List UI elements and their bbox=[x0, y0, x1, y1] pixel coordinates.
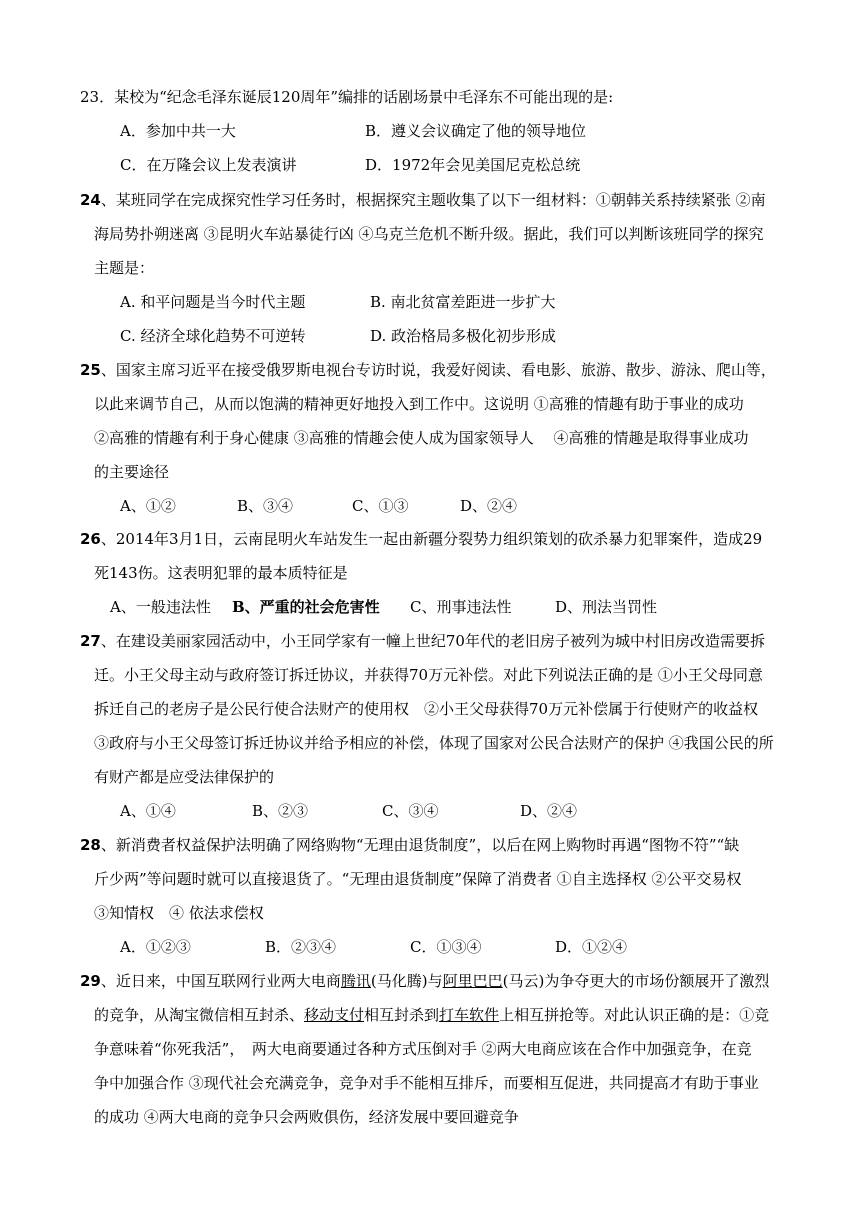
question-text: (马云)为争夺更大的市场份额展开了激烈 bbox=[502, 972, 770, 990]
option-c: C、刑事违法性 bbox=[410, 598, 512, 616]
question-27 bbox=[80, 624, 780, 828]
question-28 bbox=[80, 828, 780, 964]
question-text: 某校为“纪念毛泽东诞辰120周年”编排的话剧场景中毛泽东不可能出现的是: bbox=[114, 88, 614, 106]
option-c: C. 经济全球化趋势不可逆转 bbox=[120, 327, 306, 345]
question-28-stem-line-3: ③知情权 ④ 依法求偿权 bbox=[94, 904, 264, 922]
question-text: 、在建设美丽家园活动中，小王同学家有一幢上世纪70年代的老旧房子被列为城中村旧房改造需要拆 bbox=[100, 632, 765, 650]
question-25-options bbox=[80, 489, 780, 523]
question-text: 、国家主席习近平在接受俄罗斯电视台专访时说，我爱好阅读、看电影、旅游、散步、游泳、爬山等， bbox=[100, 361, 776, 379]
option-d: D、②④ bbox=[460, 497, 518, 515]
question-26-stem-line-2: 死143伤。这表明犯罪的最本质特征是 bbox=[94, 564, 348, 582]
question-26-stem-line-1 bbox=[80, 522, 780, 556]
question-24-stem-line-3: 主题是： bbox=[94, 259, 155, 277]
question-24-options-2 bbox=[80, 319, 780, 353]
option-a: A、①④ bbox=[120, 802, 176, 820]
option-b: B．②③④ bbox=[265, 938, 337, 956]
option-d: D．1972年会见美国尼克松总统 bbox=[365, 156, 581, 174]
question-25 bbox=[80, 353, 780, 523]
question-24-stem-line-2: 海局势扑朔迷离 ③昆明火车站暴徒行凶 ④乌克兰危机不断升级。据此，我们可以判断该班同学的探究 bbox=[94, 225, 764, 243]
option-c: C、③④ bbox=[382, 802, 439, 820]
question-29-stem-line-5: 的成功 ④两大电商的竞争只会两败俱伤，经济发展中要回避竞争 bbox=[94, 1108, 519, 1126]
question-number: 26 bbox=[80, 530, 101, 548]
question-text: 上相互拼抢等。对此认识正确的是：①竞 bbox=[499, 1006, 770, 1024]
option-c: C．在万隆会议上发表演讲 bbox=[120, 156, 297, 174]
option-b: B．遵义会议确定了他的领导地位 bbox=[365, 122, 587, 140]
option-d: D．①②④ bbox=[555, 938, 628, 956]
question-25-stem-line-4: 的主要途径 bbox=[94, 463, 170, 481]
question-23-stem bbox=[80, 80, 780, 114]
option-a: A．参加中共一大 bbox=[120, 122, 236, 140]
underlined-term: 移动支付 bbox=[304, 1006, 365, 1024]
option-c: C．①③④ bbox=[410, 938, 482, 956]
question-28-stem-line-2: 斤少两”等问题时就可以直接退货了。“无理由退货制度”保障了消费者 ①自主选择权 ②公平交易权 bbox=[94, 870, 742, 888]
question-25-stem-line-3: ②高雅的情趣有利于身心健康 ③高雅的情趣会使人成为国家领导人 ④高雅的情趣是取得事业成功 bbox=[94, 429, 749, 447]
question-number: 24 bbox=[80, 191, 101, 209]
question-24-options bbox=[80, 285, 780, 319]
question-27-stem-line-2: 迁。小王父母主动与政府签订拆迁协议，并获得70万元补偿。对此下列说法正确的是 ①小王父母同意 bbox=[94, 666, 763, 684]
question-24-stem-line-1 bbox=[80, 183, 780, 217]
question-text: 、2014年3月1日，云南昆明火车站发生一起由新疆分裂势力组织策划的砍杀暴力犯罪案件，造成29 bbox=[100, 530, 763, 548]
underlined-term: 腾讯 bbox=[340, 972, 371, 990]
question-29-stem-line-2 bbox=[80, 998, 780, 1032]
question-23-options bbox=[80, 114, 780, 148]
question-text: 的竞争，从淘宝微信相互封杀、 bbox=[94, 1006, 305, 1024]
question-23 bbox=[80, 80, 780, 182]
question-26-options bbox=[80, 590, 780, 624]
question-text: 、新消费者权益保护法明确了网络购物“无理由退货制度”，以后在网上购物时再遇“图物不符”“缺 bbox=[100, 836, 740, 854]
question-number: 27 bbox=[80, 632, 101, 650]
option-d: D. 政治格局多极化初步形成 bbox=[370, 327, 557, 345]
question-text: (马化腾)与 bbox=[370, 972, 443, 990]
question-26 bbox=[80, 522, 780, 624]
option-a: A、一般违法性 bbox=[110, 598, 211, 616]
question-number: 28 bbox=[80, 836, 101, 854]
question-29-stem-line-4: 争中加强合作 ③现代社会充满竞争，竞争对手不能相互排斥，而要相互促进，共同提高才有助于事业 bbox=[94, 1074, 759, 1092]
option-a: A. 和平问题是当今时代主题 bbox=[120, 293, 306, 311]
option-b: B、③④ bbox=[237, 497, 294, 515]
option-b: B. 南北贫富差距进一步扩大 bbox=[370, 293, 556, 311]
underlined-term: 阿里巴巴 bbox=[442, 972, 503, 990]
option-a: A．①②③ bbox=[120, 938, 191, 956]
question-23-options-2 bbox=[80, 148, 780, 182]
question-25-stem-line-2: 以此来调节自己，从而以饱满的精神更好地投入到工作中。这说明 ①高雅的情趣有助于事业的成功 bbox=[94, 395, 744, 413]
question-29 bbox=[80, 964, 780, 1134]
question-text: 、某班同学在完成探究性学习任务时，根据探究主题收集了以下一组材料：①朝韩关系持续紧张 ②南 bbox=[100, 191, 766, 209]
option-d: D、刑法当罚性 bbox=[555, 598, 658, 616]
question-number: 29 bbox=[80, 972, 101, 990]
question-27-options bbox=[80, 794, 780, 828]
question-27-stem-line-4: ③政府与小王父母签订拆迁协议并给予相应的补偿，体现了国家对公民合法财产的保护 ④我国公民的所 bbox=[94, 734, 774, 752]
question-number: 23． bbox=[80, 88, 115, 106]
option-d: D、②④ bbox=[520, 802, 578, 820]
option-a: A、①② bbox=[120, 497, 176, 515]
option-b: B、严重的社会危害性 bbox=[232, 598, 380, 616]
question-text: 相互封杀到 bbox=[364, 1006, 440, 1024]
question-number: 25 bbox=[80, 361, 101, 379]
underlined-term: 打车软件 bbox=[439, 1006, 500, 1024]
question-29-stem-line-1 bbox=[80, 964, 780, 998]
option-b: B、②③ bbox=[252, 802, 309, 820]
question-27-stem-line-1 bbox=[80, 624, 780, 658]
question-27-stem-line-5: 有财产都是应受法律保护的 bbox=[94, 768, 275, 786]
question-text: 、近日来，中国互联网行业两大电商 bbox=[100, 972, 341, 990]
question-29-stem-line-3: 争意味着“你死我活”， 两大电商要通过各种方式压倒对手 ②两大电商应该在合作中加强竞争，在竞 bbox=[94, 1040, 752, 1058]
question-28-options bbox=[80, 930, 780, 964]
question-27-stem-line-3: 拆迁自己的老房子是公民行使合法财产的使用权 ②小王父母获得70万元补偿属于行使财产的收益权 bbox=[94, 700, 759, 718]
question-24 bbox=[80, 183, 780, 353]
option-c: C、①③ bbox=[352, 497, 409, 515]
question-28-stem-line-1 bbox=[80, 828, 780, 862]
question-25-stem-line-1 bbox=[80, 353, 780, 387]
